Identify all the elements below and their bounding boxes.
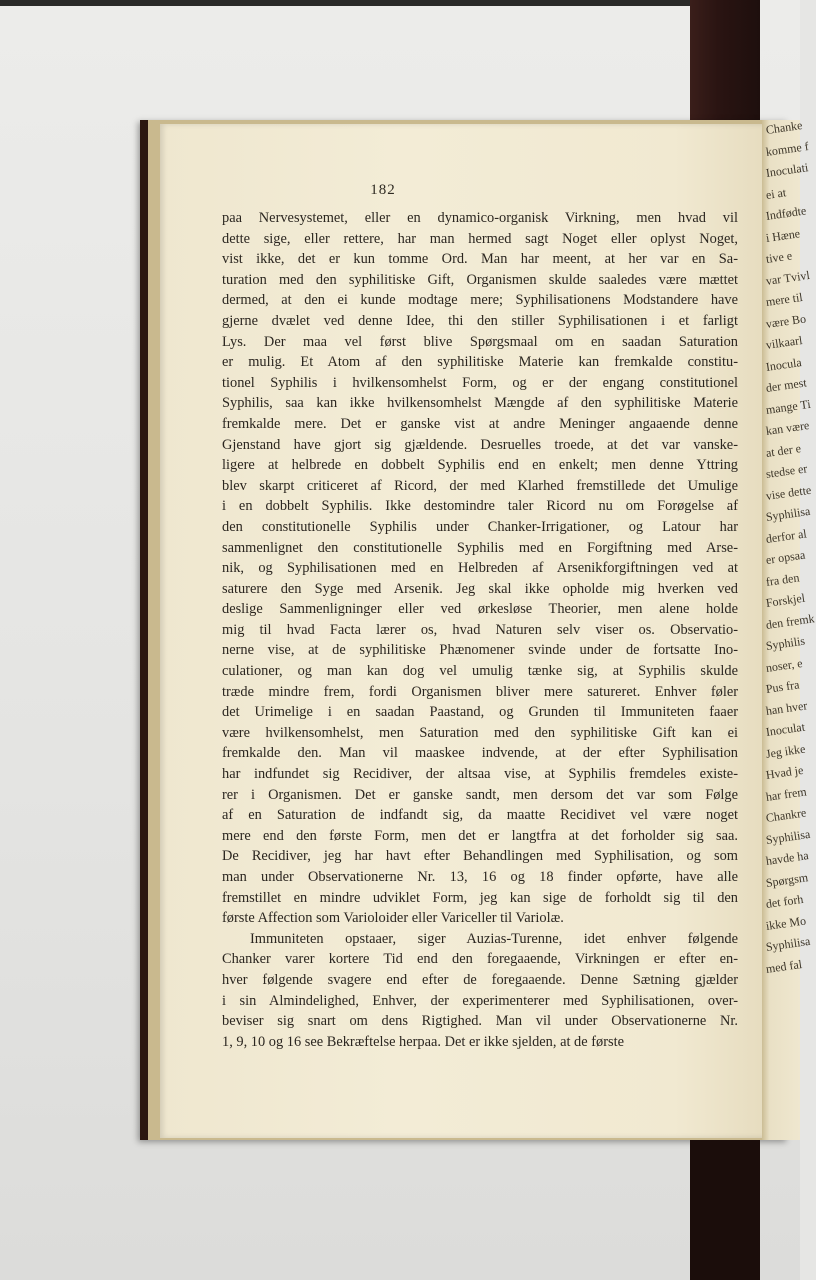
- facing-page-fragment: mange Ti: [764, 396, 812, 417]
- facing-page-fragment: Syphilisa: [764, 826, 812, 847]
- text-line: Syphilis, saa kan ikke hvilkensomhelst Mængde af den syphilitiske Materie: [222, 395, 738, 412]
- facing-page-fragment: kan være: [764, 417, 811, 438]
- text-line: beviser sig snart om dens Rigtighed. Man vil under Observationerne Nr.: [222, 1013, 738, 1030]
- text-line: fremkalde mere. Det er ganske vist at andre Meninger angaaende denne: [222, 415, 738, 432]
- facing-page-fragment: fra den: [764, 569, 801, 589]
- facing-page-fragment: Inoculat: [764, 719, 806, 739]
- text-line: sammenlignet den constitutionelle Syphilis med en Forgiftning med Arse-: [222, 539, 738, 556]
- facing-page-fragment: være Bo: [764, 310, 807, 331]
- text-line: fremkalde den. Man vil maaskee indvende, at der efter Syphilisation: [222, 745, 738, 762]
- text-line: mere end den første Form, men det er langtfra at det forholder sig saa.: [222, 827, 738, 844]
- facing-page-fragment: ikke Mo: [764, 912, 807, 933]
- text-line: træde mindre frem, fordi Organismen bliver mere satureret. Enhver føler: [222, 683, 738, 700]
- text-line: saturere den Syge med Arsenik. Jeg skal ikke opholde mig hverken ved: [222, 580, 738, 597]
- facing-page-fragment: Syphilisa: [764, 503, 812, 524]
- facing-page-fragment: det forh: [764, 891, 805, 911]
- facing-page-fragment: derfor al: [764, 525, 808, 546]
- text-line: Lys. Der maa vel først blive Spørgsmaal om en saadan Saturation: [222, 333, 738, 350]
- facing-page-fragment: han hver: [764, 697, 809, 718]
- facing-page-fragment: Syphilis: [764, 633, 806, 653]
- facing-page-fragment: Spørgsm: [764, 869, 809, 890]
- text-line: ligere at helbrede en dobbelt Syphilis end en enkelt; men denne Yttring: [222, 457, 738, 474]
- facing-page-fragment: Pus fra: [764, 677, 801, 696]
- facing-page-fragment: mere til: [764, 289, 804, 309]
- facing-page-fragment: Chankre: [764, 805, 808, 825]
- facing-page-fragment: med fal: [764, 956, 803, 976]
- text-line: vist ikke, det er kun tomme Ord. Man har meent, at her var en Sa-: [222, 251, 738, 268]
- facing-page-fragment: den fremk: [764, 610, 816, 632]
- text-line: Immuniteten opstaaer, siger Auzias-Turenne, idet enhver følgende: [250, 930, 738, 947]
- text-line: nerne vise, at de syphilitiske Phænomener svinde under de fortsatte Ino-: [222, 642, 738, 659]
- text-line: nik, og Syphilisationen med en Helbreden af Arsenikforgiftningen ved at: [222, 560, 738, 577]
- facing-page-fragment: Inoculati: [764, 160, 810, 180]
- text-line: blev skarpt criticeret af Ricord, der med Klarhed fremstillede det Umulige: [222, 477, 738, 494]
- facing-page-fragment: Forskjel: [764, 590, 806, 610]
- text-line: rer i Organismen. Det er ganske sandt, men dersom det var som Følge: [222, 786, 738, 803]
- top-edge-strip: [0, 0, 700, 6]
- text-line: i en dobbelt Syphilis. Ikke destomindre taler Ricord nu om Forøgelse af: [222, 498, 738, 515]
- facing-page-fragment: vilkaarl: [764, 332, 804, 352]
- text-line: hver følgende svagere end efter de foregaaende. Denne Sætning gjælder: [222, 971, 738, 988]
- facing-page-fragment: vise dette: [764, 482, 813, 503]
- text-line: i sin Almindelighed, Enhver, der experimenterer med Syphilisationen, over-: [222, 992, 738, 1009]
- facing-page-fragment: Hvad je: [764, 762, 805, 782]
- facing-page-fragment: noser, e: [764, 655, 804, 675]
- facing-page-fragment: havde ha: [764, 848, 810, 868]
- facing-page-fragment: var Tvivl: [764, 267, 811, 288]
- text-line: af en Saturation de indfandt sig, da maatte Recidivet vel være noget: [222, 807, 738, 824]
- text-line: deslige Sammenligninger eller ved ørkesløse Theorier, men alene holde: [222, 601, 738, 618]
- facing-page-fragment: Inocula: [764, 354, 803, 374]
- text-line: gjerne dvælet ved denne Idee, thi den stiller Syphilisationen i et farligt: [222, 312, 738, 329]
- facing-page-fragment: er opsaa: [764, 547, 807, 567]
- facing-page-fragment: at der e: [764, 440, 802, 460]
- facing-page-fragment: tive e: [764, 248, 793, 266]
- text-line: er mulig. Et Atom af den syphilitiske Materie kan fremkalde constitu-: [222, 354, 738, 371]
- facing-page-fragment: Indfødte: [764, 203, 808, 223]
- text-line: det Urimelige i en saadan Paastand, og Grunden til Immuniteten faaer: [222, 704, 738, 721]
- facing-page-fragment: stedse er: [764, 461, 809, 481]
- text-line: mig til hvad Facta lærer os, hvad Naturen selv viser os. Observatio-: [222, 621, 738, 638]
- text-line: Chanker varer kortere Tid end den foregaaende, Virkningen er efter en-: [222, 951, 738, 968]
- text-line: man under Observationerne Nr. 13, 16 og 18 finder opførte, have alle: [222, 869, 738, 885]
- facing-page-fragment: har frem: [764, 783, 808, 804]
- facing-page-fragment: Jeg ikke: [764, 741, 807, 761]
- facing-page-fragment: der mest: [764, 375, 808, 395]
- facing-page-fragment: Syphilisa: [764, 933, 812, 954]
- text-line: har indfundet sig Recidiver, der altsaa vise, at Syphilis fremdeles existe-: [222, 766, 738, 783]
- text-line: Gjenstand have gjort sig gjældende. Desruelles troede, at det var vanske-: [222, 436, 738, 453]
- page-body-text: [222, 208, 738, 1052]
- text-line: tionel Syphilis i hvilkensomhelst Form, og er der engang constitutionel: [222, 374, 738, 391]
- page-number: 182: [370, 182, 396, 198]
- text-line: paa Nervesystemet, eller en dynamico-organisk Virkning, men hvad vil: [222, 210, 738, 226]
- facing-page-fragment: Chanke: [764, 117, 804, 137]
- text-line: De Recidiver, jeg har havt efter Behandlingen med Syphilisation, og som: [222, 848, 738, 865]
- facing-page-edge: [762, 117, 816, 1140]
- text-line: være hvilkensomhelst, men Saturation med den syphilitiske Gift kan ei: [222, 724, 738, 741]
- text-line: den constitutionelle Syphilis under Chanker-Irrigationer, og Latour har: [222, 518, 738, 535]
- text-line: turation med den syphilitiske Gift, Organismen skulde saaledes være mættet: [222, 271, 738, 288]
- text-line: culationer, og man kan dog vel umulig tænke sig, at Syphilis skulde: [222, 663, 738, 680]
- text-line: fremstillet en mindre udviklet Form, jeg kan sige de forholdt sig til den: [222, 889, 738, 906]
- facing-page-fragment: komme f: [764, 138, 810, 159]
- text-line: dette sige, eller rettere, har man hermed sagt Noget eller oplyst Noget,: [222, 230, 738, 247]
- text-line: første Affection som Varioloider eller Variceller til Variolæ.: [222, 910, 564, 927]
- facing-page-fragment: i Hæne: [764, 225, 801, 245]
- bottom-cover: [690, 1140, 760, 1280]
- text-line: dermed, at den ei kunde modtage mere; Syphilisationens Modstandere have: [222, 292, 738, 309]
- text-line: 1, 9, 10 og 16 see Bekræftelse herpaa. Det er ikke sjelden, at de første: [222, 1033, 625, 1050]
- facing-page-fragment: ei at: [764, 184, 788, 202]
